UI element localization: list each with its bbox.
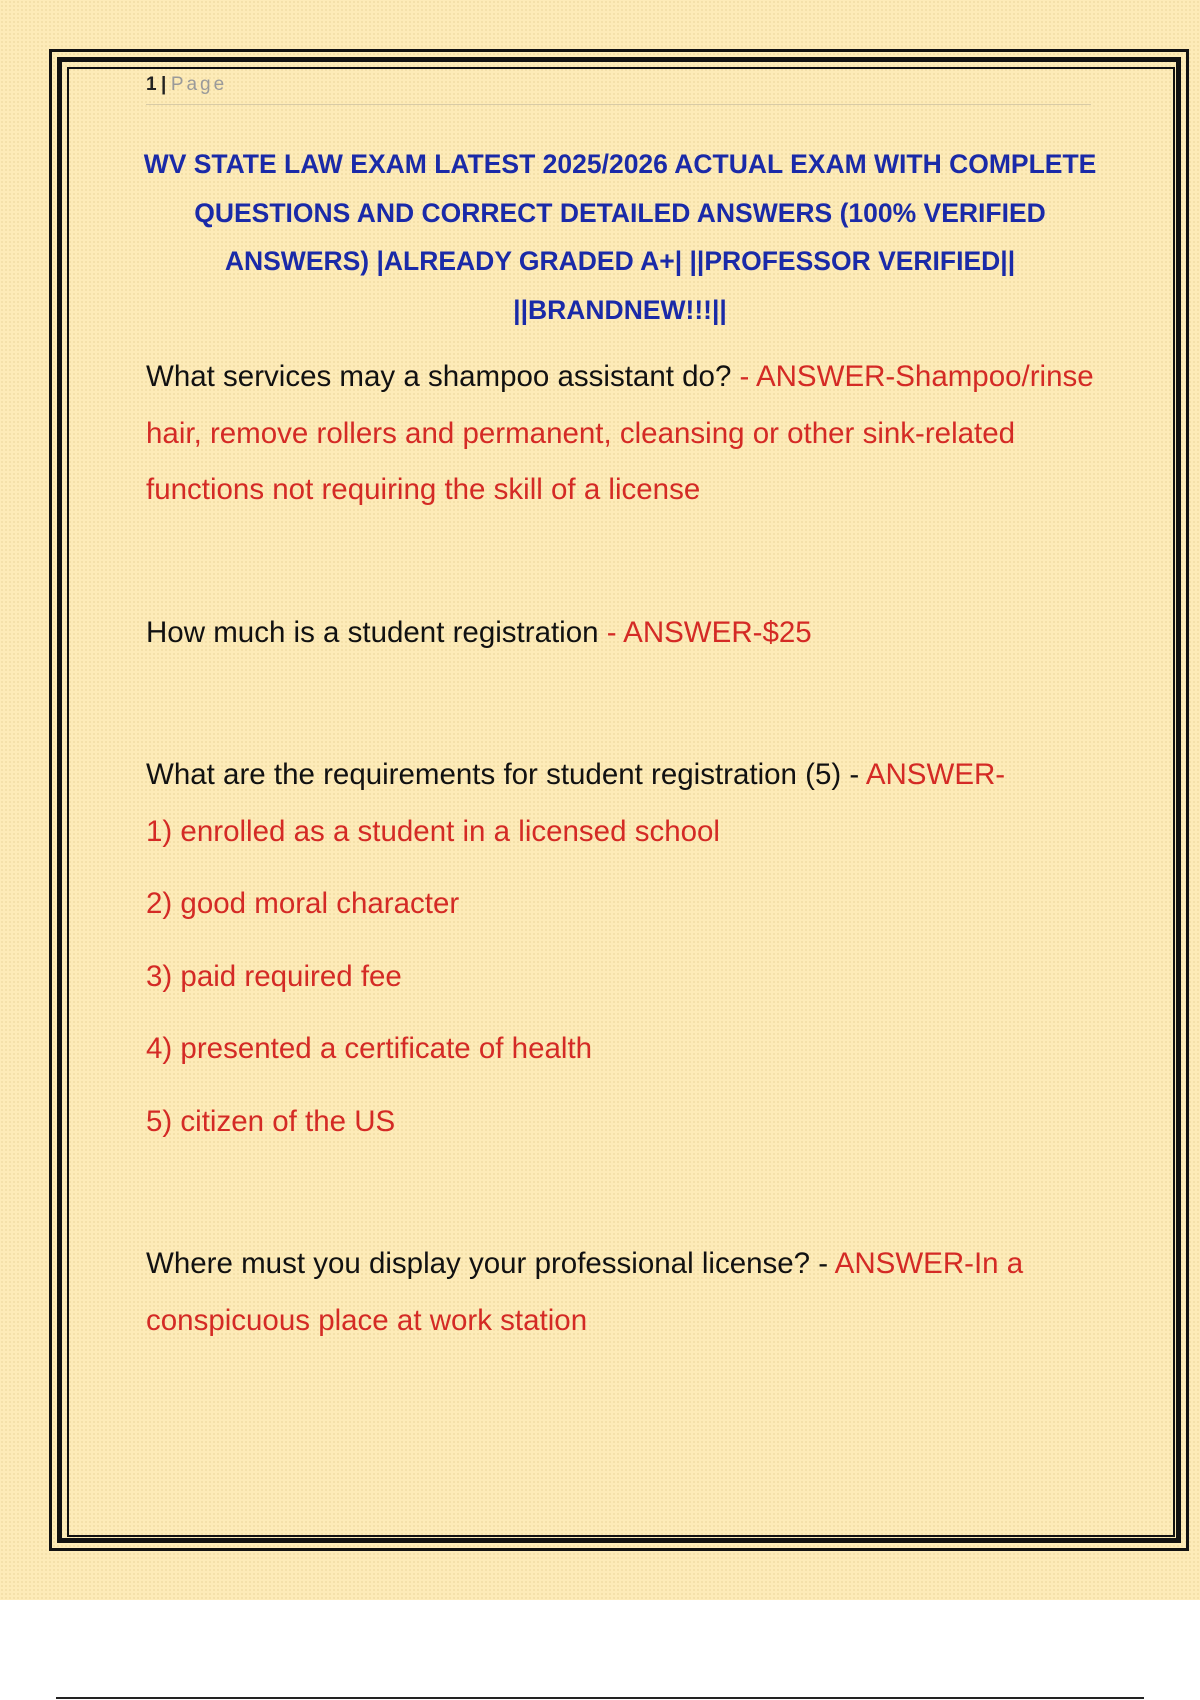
qa-block [146,747,1096,1150]
answer-text: - ANSWER-Shampoo/rinse hair, remove rollers and permanent, cleansing or other sink-related functions not requiring the skill of a license [146,360,1094,506]
answer-list-item: 5) citizen of the US [146,1104,396,1138]
question-text: What services may a shampoo assistant do? [146,360,740,393]
answer-list-item: 4) presented a certificate of health [146,1032,593,1065]
qa-block [146,349,1096,519]
question-text: How much is a student registration [146,615,607,649]
question-text: What are the requirements for student registration (5) - [146,758,866,791]
qa-block [146,1236,1096,1349]
answer-text: - ANSWER-$25 [606,615,812,649]
answer-text: ANSWER-In a conspicuous place at work station [146,1247,1024,1337]
qa-paragraph [146,349,1096,519]
qa-paragraph [146,747,1096,804]
answer-text: ANSWER- [865,758,1006,791]
page-header [146,74,1091,105]
qa-paragraph [146,605,1096,662]
page-label: Page [170,74,228,95]
footer-rule [56,1697,1144,1699]
page-separator: | [161,74,167,95]
qa-block [146,605,1096,662]
answer-list-item: 3) paid required fee [146,959,402,993]
question-text: Where must you display your professional license? - [146,1247,835,1280]
qa-paragraph [146,1236,1096,1349]
document-title: WV STATE LAW EXAM LATEST 2025/2026 ACTUAL EXAM WITH COMPLETE QUESTIONS AND CORRECT DETAILED ANSWERS (100% VERIFIED ANSWERS) |ALREADY GRADED A+| ||PROFESSOR VERIFIED|| ||BRANDNEW!!!|| [143,149,1097,325]
answer-list-item: 2) good moral character [146,887,460,920]
page-number: 1 [146,74,157,95]
qa-content [146,349,1096,1349]
answer-list-item: 1) enrolled as a student in a licensed school [146,814,720,848]
